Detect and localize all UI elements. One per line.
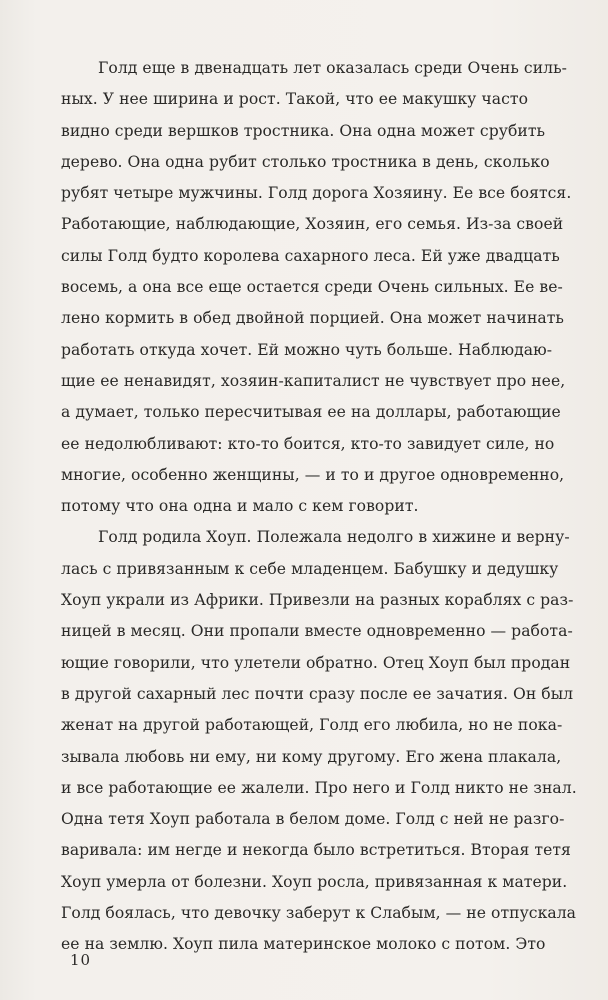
text-line: многие, особенно женщины, — и то и другое одновременно, <box>61 465 565 484</box>
text-line: ных. У нее ширина и рост. Такой, что ее макушку часто <box>61 90 529 109</box>
text-line: женат на другой работающей, Голд его любила, но не пока- <box>61 716 563 735</box>
page-number: 10 <box>70 951 92 969</box>
text-line: лено кормить в обед двойной порцией. Она может начинать <box>61 309 564 328</box>
text-line: а думает, только пересчитывая ее на доллары, работающие <box>61 403 561 422</box>
text-line: в другой сахарный лес почти сразу после ее зачатия. Он был <box>61 684 574 703</box>
text-line: варивала: им негде и некогда было встретиться. Вторая тетя <box>61 841 571 860</box>
text-line: ее на землю. Хоуп пила материнское молоко с потом. Это <box>61 935 546 954</box>
text-line: Голд боялась, что девочку заберут к Слабым, — не отпускала <box>61 904 577 923</box>
body-text <box>61 53 581 961</box>
text-line: ницей в месяц. Они пропали вместе одновременно — работа- <box>61 622 573 641</box>
text-line: работать откуда хочет. Ей можно чуть больше. Наблюдаю- <box>61 340 553 359</box>
text-line: Голд еще в двенадцать лет оказалась среди Очень силь- <box>98 59 567 77</box>
text-line: восемь, а она все еще остается среди Очень сильных. Ее ве- <box>61 278 563 297</box>
text-line: лась с привязанным к себе младенцем. Бабушку и дедушку <box>61 559 559 578</box>
text-line: Голд родила Хоуп. Полежала недолго в хижине и верну- <box>98 528 570 547</box>
text-line: видно среди вершков тростника. Она одна может срубить <box>61 121 546 140</box>
text-line: рубят четыре мужчины. Голд дорога Хозяину. Ее все боятся. <box>61 184 572 203</box>
text-line: ющие говорили, что улетели обратно. Отец Хоуп был продан <box>61 653 571 672</box>
text-line: дерево. Она одна рубит столько тростника в день, сколько <box>61 152 550 171</box>
text-line: Одна тетя Хоуп работала в белом доме. Голд с ней не разго- <box>61 810 565 829</box>
text-line: зывала любовь ни ему, ни кому другому. Его жена плакала, <box>61 747 562 766</box>
text-line: Хоуп украли из Африки. Привезли на разных кораблях с раз- <box>61 591 574 610</box>
text-line: Работающие, наблюдающие, Хозяин, его семья. Из-за своей <box>61 215 564 234</box>
text-line: Хоуп умерла от болезни. Хоуп росла, привязанная к матери. <box>61 872 568 891</box>
text-line: ее недолюбливают: кто-то боится, кто-то завидует силе, но <box>61 434 555 453</box>
text-line: и все работающие ее жалели. Про него и Голд никто не знал. <box>61 778 577 797</box>
text-line: силы Голд будто королева сахарного леса. Ей уже двадцать <box>61 246 560 265</box>
text-line: потому что она одна и мало с кем говорит. <box>61 497 419 516</box>
text-line: щие ее ненавидят, хозяин-капиталист не чувствует про нее, <box>61 371 566 390</box>
